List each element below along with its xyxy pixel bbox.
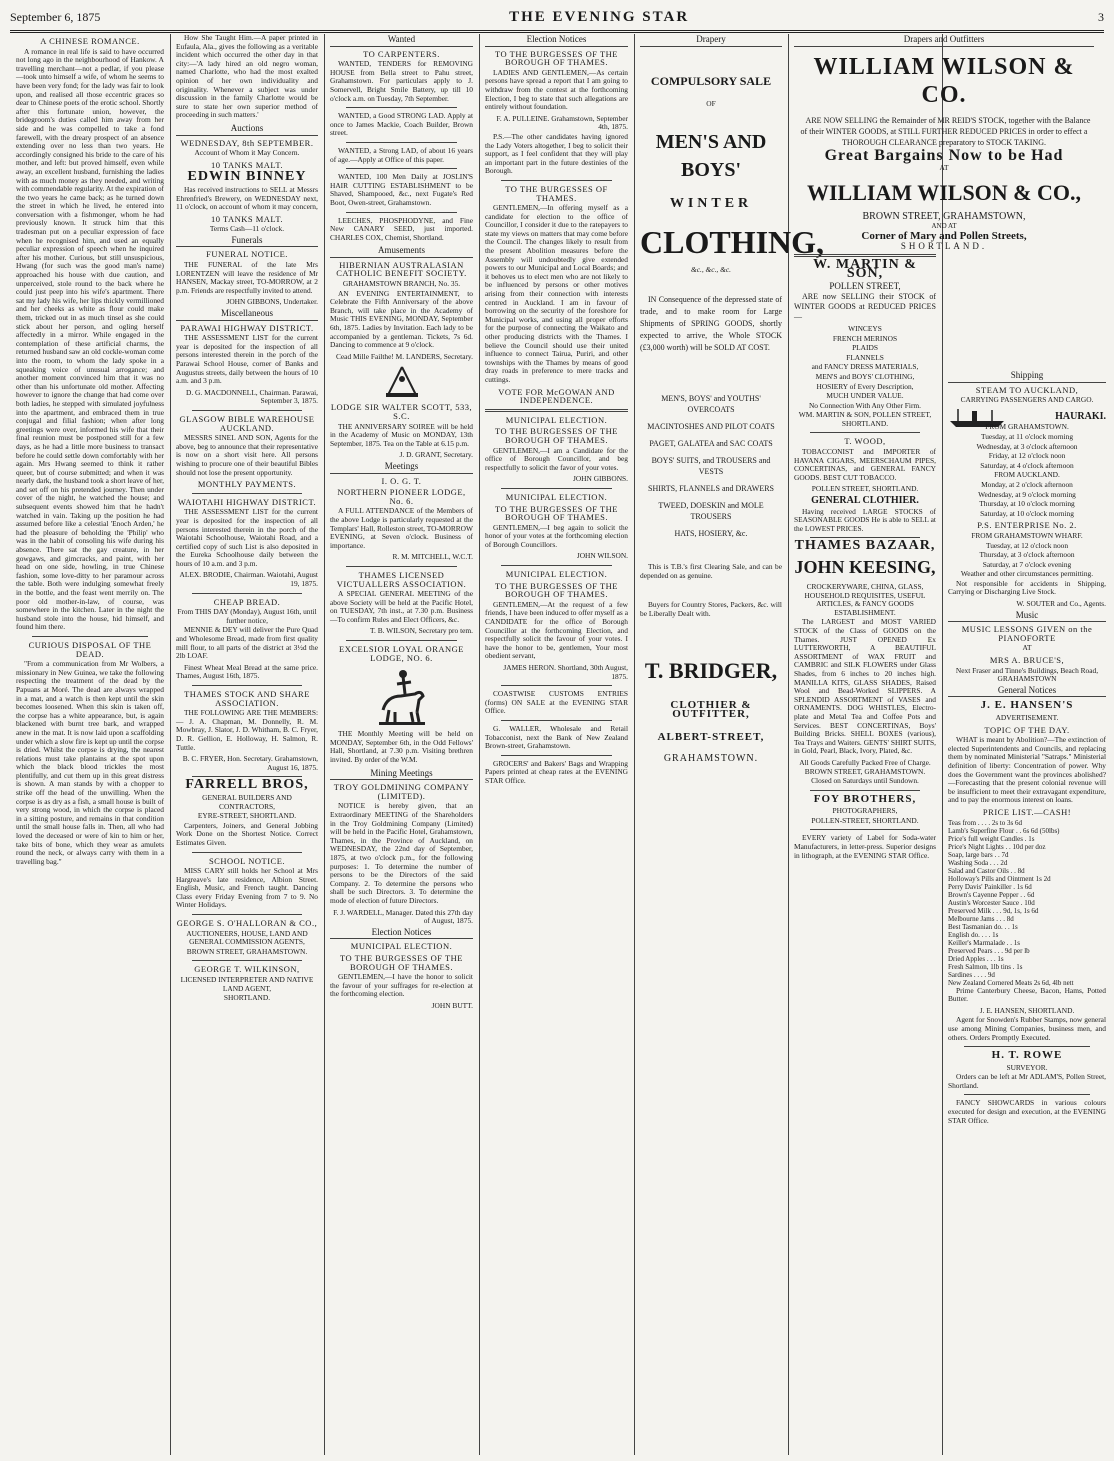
ad-text: LADIES AND GENTLEMEN,—As certain persons have spread a report that I am going to withdraw from the contest at the forthcoming Election, I beg to state that such allegations are entirely without foundation. xyxy=(485,67,628,112)
stock-item: SHIRTS, FLANNELS and DRAWERS xyxy=(648,483,774,493)
ad-text: SHORTLAND. xyxy=(900,240,988,251)
article-body: A romance in real life is said to have occurred not long ago in the neighbourhood of Hankow. A travelling merchant—not a pedlar, if you please—took unto himself a wife, of whom he seems to have been very fond; for the lady was fair to look upon, and realised all those eccentric graces so dear to Chinese poets of the erotic school. Shortly after this fortunate union, however, the bridegroom's duties called him away from her side and he was compelled to take a fond farewell, with the dreary prospect of an absence extending over no less than two years. He accordingly consigned his bride to the care of his mother, and left: but proved himself, even while away, an excellent husband, furnishing the ladies with as much money as they needed, and writing with commendable regularity. At the expiration of the two years he came back; as he turned down the street in which he lived, he entered into conversation with a fishmonger, whom he had previously known. It struck him that this tradesman put on a peculiar expression of face when he recognised him, and used an equally peculiar expression of speech when he inquired after his mother. Curious, but still unsuspicious, Hwang (for such was the good man's name) approached his house with due caution, and unperceived, stole round to the back where he could just peep into his wife's apartment. There sat my lady his wife, her lips thickly vermillioned and her cheeks as white as flour could make them, tricked out in as much tinsel as she could stick about her person, and ogling herself affectedly in a mirror. While engaged in the contemplation of these artificial charms, the returned husband saw an old cockle-woman come into the room, to whom the lady spoke in a squeaking voice of unusual arrogance; and another moment convinced him that it was no other than his unfortunate old mother. Affecting however to ignore the change that had come over both ladies, he stepped with simulated joyfulness into the apartment, and embraced them in true conjugal and filial fashion; when after long greetings were over, informed his wife that their final reunion must be postponed still for a few days, as he had a little more business to transact before he could settle down comfortably with her again. Mrs Hwang seemed to think it rather queer, but of course submitted; and when it was nearly dark, the husband took a short leave of her, and set off on his pretended journey. Then under cover of the night, he watched the house; and subsequent events showed him that he hadn't watched in vain. Taking up the position he had assumed before like a celestial 'Enoch Arden,' he had the pleasure of beholding the 'Philip' who was in the habit of consoling his wife during his absence. There sat the gay creature, in her gowgaws, and gimcracks, and paint, with her head on one side, howling, in true Chinese fashion, some love-ditty to her paramour across the table. Both were indulging somewhat freely in the bottle, and the feast went merrily on. The poor old mother-in-law, of course, was somewhere in the kitchen. Later in the night the husband stole into the house, hid himself, and found him there. xyxy=(16,46,164,632)
ad-text: Buyers for Country Stores, Packers, &c. will be Liberally Dealt with. xyxy=(640,600,782,618)
ad-text: BROWN STREET, GRAHAMSTOWN. xyxy=(186,946,308,956)
schedule-line: Saturday, at 4 o'clock afternoon xyxy=(980,460,1074,470)
price-row: Brown's Cayenne Pepper . . 6d xyxy=(948,890,1035,899)
ad-heading: GLASGOW BIBLE WAREHOUSE AUCKLAND. xyxy=(179,413,315,433)
ad-signature: F. J. WARDELL, Manager. Dated this 27th day of August, 1875. xyxy=(333,907,473,926)
stock-item: TWEED, DOESKIN and MOLE TROUSERS xyxy=(658,500,764,521)
price-row: Keiller's Marmalade . . 1s xyxy=(948,938,1021,947)
stock-item: PAGET, GALATEA and SAC COATS xyxy=(649,438,773,448)
ad-text: Carpenters, Joiners, and General Jobbing Work Done on the Shortest Notice. Correct Estimates Given. xyxy=(176,820,318,847)
section-header: General Notices xyxy=(948,685,1106,698)
ad-text: P.S.—The other candidates having ignored the Lady Voters altogether, I beg to solicit their support, as I feel confident that they will play an important part in the future destinies of the Borough. xyxy=(485,131,628,176)
section-header: Meetings xyxy=(330,461,473,474)
ad-signature: J. E. HANSEN, SHORTLAND. xyxy=(979,1005,1075,1015)
ad-text: Finest Wheat Meal Bread at the same price. Thames, August 16th, 1875. xyxy=(176,662,318,681)
ad-heading: TO THE BURGESSES OF THAMES. xyxy=(505,183,608,203)
ad-text: ARE now SELLING their STOCK of WINTER GOODS at REDUCED PRICES— xyxy=(794,291,936,321)
advertiser-name: MRS A. BRUCE'S, xyxy=(989,655,1065,666)
ad-text: Next Fraser and Tinne's Buildings, Beach Road, GRAHAMSTOWN xyxy=(955,665,1099,684)
ad-text: THE FOLLOWING ARE THE MEMBERS:— J. A. Chapman, M. Donnelly, R. M. Mowbray, J. Slator, J. D. Whitham, B. C. Fryer, D. R. Gellion, E. Holloway, H. Salmon, R. Tuttle. xyxy=(176,708,318,752)
price-row: Melbourne Jams . . . 8d xyxy=(948,914,1014,923)
ad-heading: 10 TANKS MALT. xyxy=(210,213,284,224)
ad-heading: MUNICIPAL ELECTION. xyxy=(505,414,608,425)
stock-item: MEN'S, BOYS' and YOUTHS' OVERCOATS xyxy=(661,393,761,414)
ad-text: TOBACCONIST and IMPORTER of HAVANA CIGARS, MEERSCHAUM PIPES, CONCERTINAS, and GENERAL FANCY GOODS. BEST CUT TOBACCO. xyxy=(794,447,936,482)
ad-signature: T. B. WILSON, Secretary pro tem. xyxy=(370,626,473,636)
stock-item: and FANCY DRESS MATERIALS, xyxy=(811,362,919,372)
ad-text: SHORTLAND. xyxy=(223,993,271,1003)
schedule-line: Monday, at 2 o'clock afternoon xyxy=(981,479,1073,489)
divider xyxy=(192,593,302,594)
ad-text: GROCERS' and Bakers' Bags and Wrapping Papers printed at cheap rates at the EVENING STAR Office. xyxy=(485,758,628,785)
advertiser-name: T. BRIDGER, xyxy=(644,658,778,684)
price-row: Lamb's Superfine Flour . . 6s 6d (50lbs) xyxy=(948,826,1060,835)
schedule-line: Tuesday, at 11 o'clock morning xyxy=(980,431,1074,441)
divider xyxy=(485,409,628,412)
schedule-line: Friday, at 12 o'clock noon xyxy=(988,451,1066,461)
ad-text: EYRE-STREET, SHORTLAND. xyxy=(197,811,297,821)
ad-text: GENTLEMEN,—I beg again to solicit the honor of your votes at the forthcoming election of Borough Councillors. xyxy=(485,522,628,549)
ad-text: MENNIE & DEY will deliver the Pure Quad and Wholesome Bread, made from first quality mill flour, to all parts of the district at 3½d the 2lb LOAF. xyxy=(176,625,318,661)
ad-text: BROWN STREET, GRAHAMSTOWN. Closed on Saturdays until Sundown. xyxy=(804,767,926,786)
ad-text: GENTLEMEN,—At the request of a few friends, I have been induced to offer myself as a CANDIDATE for the office of Borough Councillor at the forthcoming Election, and respectfully solicit the favour of your votes. I have the honor to be, gentlemen, Your most obedient servant, xyxy=(485,599,628,661)
article-body: How She Taught Him.—A paper printed in Eufaula, Ala., gives the following as a veritable incident which occurred the other day in that city:—'A lady hired an old negro woman, named Charlotte, who had the most exalted opinion of her own individuality and originality. Whenever a subject was under discussion in the family Charlotte would be sure to state her own superior method of proceeding in such matters.' xyxy=(176,33,318,120)
ad-text: AT xyxy=(939,163,949,173)
ad-signature: D. G. MACDONNELL, Chairman. Parawai, September 3, 1875. xyxy=(186,387,318,406)
ad-text: WANTED, TENDERS for REMOVING HOUSE from Bella street to Pahu street, Grahamstown. For particulars apply to J. Somervell, Bright Smile Battery, up till 10 o'clock a.m. on Tuesday, 7th September. xyxy=(330,59,473,103)
ad-text: GENTLEMEN,—I am a Candidate for the office of Borough Councillor, and beg respectfully to solicit the favor of your votes. xyxy=(485,445,628,472)
ad-text: THE FUNERAL of the late Mrs LORENTZEN will leave the residence of Mr HANSEN, Mackay street, TO-MORROW, at 2 p.m. Friends are respectfully invited to attend. xyxy=(176,260,318,295)
section-header: Auctions xyxy=(176,123,318,136)
section-header: Funerals xyxy=(176,235,318,248)
column-2 xyxy=(176,34,318,1455)
schedule-line: Saturday, at 10 o'clock morning xyxy=(980,508,1074,518)
price-row: Soap, large bars . . 7d xyxy=(948,850,1009,859)
price-row: Teas from . . . . 2s to 3s 6d xyxy=(948,818,1022,827)
ad-text: Corner of Mary and Pollen Streets, xyxy=(861,229,1027,242)
ad-heading: THAMES STOCK AND SHARE ASSOCIATION. xyxy=(184,689,310,708)
ad-heading: SCHOOL NOTICE. xyxy=(208,855,286,866)
ad-text: WANTED, a Good STRONG LAD. Apply at once to James Mackie, Coach Builder, Brown street. xyxy=(330,111,473,138)
ad-text: POLLEN-STREET, SHORTLAND. xyxy=(811,815,919,825)
ad-text: The LARGEST and MOST VARIED STOCK of the Class of GOODS on the Thames. JUST OPENED Ex LUTTERWORTH, A BEAUTIFUL ASSORTMENT of WAX FRUIT and CAMBRIC and SILK FLOWERS under Glass Shades, from 6 inches to 20 inches high. MANILLA KITS, GLASS SHADES, Raised Wool and Bead-Worked SLIPPERS. A SPLENDID ASSORTMENT of VASES and ORNAMENTS. DOG WHISTLES, Electro-plate and Metal Tea and Coffee Pots and Services. BEST CONCERTINAS, Boys' Building Bricks. SHELL BOXES (various), Tea Trays and Waiters. GENTS' SHIRT SUITS, in Gold, Pearl, Black, Ivory, Plated, &c. xyxy=(794,617,936,756)
ad-text: OF xyxy=(706,99,716,109)
ad-text: CROCKERYWARE, CHINA, GLASS, HOUSEHOLD REQUISITES, USEFUL ARTICLES, & FANCY GOODS ESTABLISHMENT. xyxy=(804,582,926,617)
ad-heading: HIBERNIAN AUSTRALASIAN CATHOLIC BENEFIT SOCIETY. xyxy=(336,259,467,279)
ad-signature: Cead Mille Failthe! M. LANDERS, Secretary. xyxy=(335,351,473,361)
price-row: Preserved Pears . . . 9d per lb xyxy=(948,946,1030,955)
price-row: Price's full weight Candles . 1s xyxy=(948,834,1035,843)
ad-signature: JOHN WILSON. xyxy=(576,551,628,561)
section-header: Amusements xyxy=(330,245,473,258)
page-number: 3 xyxy=(1097,9,1104,24)
ad-text: LEECHES, PHOSPHODYNE, and Fine New CANARY SEED, just imported. CHARLES COX, Chemist, Shortland. xyxy=(330,215,473,242)
ad-text: This is T.B.'s first Clearing Sale, and can be depended on as genuine. xyxy=(640,561,782,580)
ad-text: THE ASSESSMENT LIST for the current year is deposited for the inspection of all persons interested therein in the porch of the Parawai School House, corner of Banks and Augustus streets, daily between the hours of 10 a.m. and 3 p.m. xyxy=(176,333,318,386)
ad-text: CARRYING PASSENGERS AND CARGO. xyxy=(960,395,1094,405)
ad-text: From THIS DAY (Monday), August 16th, until further notice, xyxy=(177,607,317,625)
column-rule xyxy=(479,34,480,1455)
ad-text: ADVERTISEMENT. xyxy=(995,713,1059,722)
ad-text: IN Consequence of the depressed state of trade, and to make room for Large Shipments of SPRING GOODS, shortly expected to arrive, the Whole STOCK (£3,000 worth) will be SOLD AT COST. xyxy=(640,294,782,352)
ad-heading: PRICE LIST.—CASH! xyxy=(982,806,1072,817)
ad-heading: THAMES LICENSED VICTUALLERS ASSOCIATION. xyxy=(336,569,467,589)
horseman-woodcut-icon xyxy=(375,666,429,726)
ad-heading: 10 TANKS MALT. xyxy=(210,159,284,170)
ad-text: SURVEYOR. xyxy=(1006,1062,1048,1072)
schedule-line: Thursday, at 3 o'clock afternoon xyxy=(979,550,1075,560)
divider xyxy=(964,1046,1090,1047)
section-header: Drapery xyxy=(640,34,782,47)
ad-heading: MUNICIPAL ELECTION. xyxy=(505,491,608,502)
stock-item: BOYS' SUITS, and TROUSERS and VESTS xyxy=(651,455,771,476)
ad-text: POLLEN STREET, SHORTLAND. xyxy=(811,484,919,494)
ad-heading: STEAM TO AUCKLAND, xyxy=(975,384,1079,395)
stock-item: MUCH UNDER VALUE. xyxy=(826,391,904,401)
stock-item: MEN'S and BOYS' CLOTHING, xyxy=(815,371,915,381)
ad-heading: TO THE BURGESSES OF THE BOROUGH OF THAMES. xyxy=(495,503,618,523)
ad-display-line: GRAHAMSTOWN. xyxy=(663,753,759,765)
schedule-line: Wednesday, at 9 o'clock morning xyxy=(978,489,1076,499)
section-header: Miscellaneous xyxy=(176,308,318,321)
price-row: Price's Night Lights . . 10d per doz xyxy=(948,842,1046,851)
column-rule xyxy=(324,34,325,1455)
stock-item: HOSIERY of Every Description, xyxy=(816,381,914,391)
ad-heading: TO THE BURGESSES OF THE BOROUGH OF THAMES. xyxy=(495,580,618,600)
price-row: Austin's Worcester Sauce . 10d xyxy=(948,898,1035,907)
ad-heading: MUNICIPAL ELECTION. xyxy=(505,569,608,580)
ad-text: COASTWISE CUSTOMS ENTRIES (forms) ON SALE at the EVENING STAR Office. xyxy=(485,689,628,716)
ad-signature: B. C. FRYER, Hon. Secretary. Grahamstown, August 16, 1875. xyxy=(182,754,318,772)
divider xyxy=(346,168,457,169)
stock-item: PLAIDS xyxy=(852,343,878,353)
ad-text: WANTED, a Strong LAD, of about 16 years of age.—Apply at Office of this paper. xyxy=(330,145,473,164)
ad-text: AND AT xyxy=(931,222,957,231)
ad-display-line: Great Bargains Now to be Had xyxy=(824,146,1064,164)
ad-text: All Goods Carefully Packed Free of Charge. xyxy=(799,757,931,767)
ad-text: FROM GRAHAMSTOWN WHARF. xyxy=(971,530,1083,540)
divider xyxy=(810,432,920,433)
price-row: Perry Davis' Painkiller . 1s 6d xyxy=(948,882,1032,891)
ad-heading: EXCELSIOR LOYAL ORANGE LODGE, NO. 6. xyxy=(339,644,464,663)
section-header: Election Notices xyxy=(485,34,628,47)
column-5 xyxy=(640,34,825,1455)
advertiser-name: W. MARTIN & SON, xyxy=(813,257,917,281)
section-header: Music xyxy=(948,610,1106,623)
ad-text: No Connection With Any Other Firm. xyxy=(808,400,922,410)
ad-heading: PARAWAI HIGHWAY DISTRICT. xyxy=(180,322,314,333)
price-row: Washing Soda . . . 2d xyxy=(948,858,1008,867)
ad-heading: MUSIC LESSONS GIVEN on the PIANOFORTE xyxy=(961,624,1093,643)
ad-text: A FULL ATTENDANCE of the Members of the above Lodge is particularly requested at the Templars' Hall, Rolleston street, TO-MORROW EVENING, at Seven o'clock. Business of importance. xyxy=(330,506,473,550)
advertiser-name: EDWIN BINNEY xyxy=(187,169,307,185)
ad-text: LICENSED INTERPRETER AND NATIVE LAND AGENT, xyxy=(180,975,314,993)
ad-text: Orders can be left at Mr ADLAM'S, Pollen Street, Shortland. xyxy=(948,1072,1106,1090)
divider xyxy=(192,410,302,411)
ad-signature: R. M. MITCHELL, W.C.T. xyxy=(392,552,473,562)
price-row: Sardines . . . . 9d xyxy=(948,970,995,979)
divider xyxy=(346,212,457,213)
article-title: A CHINESE ROMANCE. xyxy=(40,36,140,46)
divider xyxy=(501,755,612,756)
ad-display-line: ALBERT-STREET, xyxy=(657,730,765,743)
divider xyxy=(192,493,302,494)
ad-text: Having received LARGE STOCKS of SEASONABLE GOODS He is able to SELL at the LOWEST PRICES. xyxy=(794,506,936,533)
stock-item: FRENCH MERINOS xyxy=(832,333,898,343)
divider xyxy=(192,960,302,961)
schedule-line: Wednesday, at 3 o'clock afternoon xyxy=(976,441,1078,451)
ad-text: GENTLEMEN,—I have the honor to solicit the favour of your suffrages for re-election at the forthcoming election. xyxy=(330,972,473,999)
ad-heading: P.S. ENTERPRISE No. 2. xyxy=(977,520,1077,531)
price-row: Dried Apples . . . 1s xyxy=(948,954,1004,963)
ad-text: THE ANNIVERSARY SOIREE will be held in the Academy of Music on MONDAY, 13th September, 1875. Tea on the Table at 6.15 p.m. xyxy=(330,421,473,448)
column-3 xyxy=(330,34,473,1455)
ship-name: HAURAKI. xyxy=(1055,410,1106,422)
schedule-line: Saturday, at 7 o'clock evening xyxy=(982,559,1072,569)
ad-heading: VOTE FOR McGOWAN AND INDEPENDENCE. xyxy=(498,386,615,406)
ad-text: Terms Cash—11 o'clock. xyxy=(209,224,285,234)
article-title: CURIOUS DISPOSAL OF THE DEAD. xyxy=(28,639,152,659)
ad-text: AUCTIONEERS, HOUSE, LAND AND GENERAL COMMISSION AGENTS, xyxy=(186,928,308,947)
ad-heading: TROY GOLDMINING COMPANY (LIMITED). xyxy=(333,782,470,801)
ad-signature: JOHN BUTT. xyxy=(431,1000,473,1010)
stock-item: WINCEYS xyxy=(848,323,882,333)
price-row: Preserved Milk . . . 9d, 1s, 1s 6d xyxy=(948,906,1039,915)
advertiser-name: JOHN KEESING, xyxy=(794,557,936,577)
divider xyxy=(346,142,457,143)
divider xyxy=(501,180,612,181)
divider xyxy=(501,685,612,686)
advertiser-name: WILLIAM WILSON & CO., xyxy=(806,179,1082,205)
masonic-emblem-icon xyxy=(382,365,422,399)
ad-heading: TO THE BURGESSES OF THE BOROUGH OF THAMES. xyxy=(495,426,618,445)
price-row: New Zealand Cornered Meats 2s 6d, 4lb nett xyxy=(948,978,1074,987)
ad-text: PHOTOGRAPHERS, xyxy=(832,806,898,816)
advertiser-name: H. T. ROWE xyxy=(991,1049,1063,1062)
section-header: Wanted xyxy=(330,34,473,47)
divider xyxy=(501,488,612,489)
ad-signature: WM. MARTIN & SON, POLLEN STREET, SHORTLAND. xyxy=(798,410,932,428)
article-body: "From a communication from Mr Wolbers, a missionary in New Guinea, we take the following respecting the treatment of the dead by the Papuans at Moré. The dead are always wrapped in a mat, and a watch is then kept until the skin becomes loosened. When this skin is taken off, the corpse has a white appearance, but, is again blackened with burnt tree bark, and wrapped anew in the mat. It is now laid upon a scaffolding under which a slow fire is kept up until the corpse is dried. Whilst the corpse is drying, the nearest relations must take plantains at the spot upon which the black blood trickles the most plentifully, and cut them up in this great distress is shown. A man stands by with a chopper to strike off the head of the unwilling. When the corpse is as dry as a fish, a small house is built of very strong wood, in which the corpse is placed in a sitting posture, and remains in that condition until the small house falls in. Then, all who had loved the deceased or were of kin to him or her, take bits of bone, which they wear as amulets round the neck, or always carry with them in a travelling bag." xyxy=(16,659,164,866)
ad-text: WANTED, 100 Men Daily at JOSLIN'S HAIR CUTTING ESTABLISHMENT to be Shaved, Shampooed, &c., next Fugate's Red Boot, Owen-street, Grahamstown. xyxy=(330,172,473,207)
ad-text: FANCY SHOWCARDS in various colours executed for design and execution, at the EVENING STAR Office. xyxy=(948,1098,1106,1125)
advertiser-name: FARRELL BROS, xyxy=(185,777,309,793)
ad-heading: GEORGE T. WILKINSON, xyxy=(194,964,300,975)
advertiser-name: THAMES BAZAAR, xyxy=(794,538,936,554)
divider xyxy=(810,790,920,791)
ad-text: NOTICE is hereby given, that an Extraordinary MEETING of the Shareholders in the Troy Goldmining Company (Limited) will be held in the Pacific Hotel, Grahamstown, Thames, in the Province of Auckland, on WEDNESDAY, the 22nd day of September, 1875, at two o'clock p.m., for the following purposes: 1. To determine the number of persons to be the Directors of the said Company. 2. To determine the persons who shall be such Directors. 3. To determine the mode of election of future Directors. xyxy=(330,801,473,905)
ad-signature: JOHN GIBBONS. xyxy=(572,474,628,484)
ad-text: FROM AUCKLAND. xyxy=(994,470,1060,480)
ad-signature: F. A. PULLEINE. Grahamstown, September 4th, 1875. xyxy=(496,113,628,132)
ad-text: &c., &c., &c. xyxy=(690,265,732,275)
divider xyxy=(810,829,920,830)
section-header: Shipping xyxy=(948,370,1106,383)
section-header: Drapers and Outfitters xyxy=(794,34,1094,47)
ad-text: AT xyxy=(1022,643,1032,653)
ad-text: AN EVENING ENTERTAINMENT, to Celebrate the Fifth Anniversary of the above Branch, will take place in the Academy of Music THIS EVENING, MONDAY, September 6th, 1875. Ladies by Invitation. Each lady to be accompanied by a gentleman. Tickets, 7s 6d. Dancing to commence at 9 o'clock. xyxy=(330,288,473,350)
ad-text: GENERAL BUILDERS AND CONTRACTORS, xyxy=(202,792,292,811)
column-4 xyxy=(485,34,628,1455)
stock-item: HATS, HOSIERY, &c. xyxy=(674,528,748,538)
column-rule xyxy=(634,34,635,1455)
ad-heading: LODGE SIR WALTER SCOTT, 533, S.C. xyxy=(330,402,473,421)
ad-heading: I. O. G. T. xyxy=(381,475,422,486)
ad-display-line: MEN'S AND BOYS' xyxy=(655,130,767,181)
ad-text: BROWN STREET, GRAHAMSTOWN, xyxy=(862,210,1026,222)
schedule-line: Tuesday, at 12 o'clock noon xyxy=(985,540,1069,550)
stock-item: MACINTOSHES AND PILOT COATS xyxy=(647,421,775,431)
ad-heading: COMPULSORY SALE xyxy=(650,73,772,88)
masthead xyxy=(10,4,1104,33)
ad-text: A SPECIAL GENERAL MEETING of the above Society will be held at the Pacific Hotel, on TUESDAY, 7th inst., at 7.30 p.m. Business—To confirm Rules and Elect Officers, &c. xyxy=(330,589,473,624)
ad-text: GRAHAMSTOWN BRANCH, No. 35. xyxy=(342,279,461,289)
ad-heading: CHEAP BREAD. xyxy=(213,596,281,607)
column-rule xyxy=(170,34,171,1455)
ad-text: ARE NOW SELLING the Remainder of MR REID'S STOCK, together with the Balance of their WINTER GOODS, at STILL FURTHER REDUCED PRICES in order to effect a THOROUGH CLEARANCE preparatory to STOCK TAKING. xyxy=(800,115,1091,147)
ad-heading: GEORGE S. O'HALLORAN & CO., xyxy=(176,918,318,929)
price-row: Salad and Castor Oils . . 8d xyxy=(948,866,1025,875)
ad-text: POLLEN STREET, xyxy=(829,281,901,292)
ad-heading: MONTHLY PAYMENTS. xyxy=(197,479,297,490)
ad-signature: J. D. GRANT, Secretary. xyxy=(399,450,473,460)
price-row: English do. . . . 1s xyxy=(948,930,999,939)
ad-heading: FUNERAL NOTICE. xyxy=(206,249,288,260)
ad-text: Not responsible for accidents in Shipping, Carrying or Discharging Live Stock. xyxy=(948,578,1106,597)
column-7 xyxy=(948,370,1106,1455)
divider xyxy=(32,636,148,637)
divider xyxy=(501,720,612,721)
ad-heading: TOPIC OF THE DAY. xyxy=(984,724,1070,735)
stock-item: FLANNELS xyxy=(846,352,884,362)
ad-heading: TO THE BURGESSES OF THE BOROUGH OF THAMES. xyxy=(495,48,618,68)
ad-text: WHAT is meant by Abolition?—The extinction of elected Superintendents and Councils, and replacing them by nominated Ministerial "Satraps." Ministerial definition of liberty: Concentration of power. Why does the Government want the provinces abolished?—Forecasting that the present colonial revenue will be insufficient to meet their extravagant expenditure, and to pay the enormous interest on loans. xyxy=(948,735,1106,805)
ad-text: Weather and other circumstances permitting. xyxy=(960,569,1094,579)
ad-heading: MUNICIPAL ELECTION. xyxy=(350,941,453,952)
advertiser-name: FOY BROTHERS, xyxy=(813,792,917,805)
ad-text: Prime Canterbury Cheese, Bacon, Hams, Potted Butter. xyxy=(948,985,1106,1004)
ad-signature: ALEX. BRODIE, Chairman. Waiotahi, August 19, 1875. xyxy=(179,570,318,589)
price-list xyxy=(948,819,1106,987)
divider xyxy=(192,914,302,915)
price-row: Holloway's Pills and Ointment 1s 2d xyxy=(948,874,1051,883)
divider xyxy=(192,685,302,686)
price-row: Best Tasmanian do. . . 1s xyxy=(948,922,1018,931)
divider xyxy=(192,852,302,853)
ad-signature: JOHN GIBBONS, Undertaker. xyxy=(226,297,318,307)
divider xyxy=(346,640,457,641)
schedule-line: Thursday, at 10 o'clock morning xyxy=(979,499,1075,509)
ad-display-line: CLOTHING, xyxy=(640,224,825,261)
ad-signature: JAMES HERON. Shortland, 30th August, 1875. xyxy=(503,663,628,681)
ad-text: G. WALLER, Wholesale and Retail Tobacconist, next the Bank of New Zealand Brown-street, Grahamstown. xyxy=(485,723,628,751)
issue-date: September 6, 1875 xyxy=(10,9,101,24)
ad-text: GENTLEMEN,—In offering myself as a candidate for election to the office of Councillor, I consider it due to the ratepayers to state my views on matters that may come before the Council. The changes likely to result from the present Abolition measures before the Assembly will undoubtedly give extended powers to our Municipal and Local Boards; and it behoves us to elect men who are not likely to be influenced by persons or other motives arising from their connection with interests centred in Auckland. I am in favour of borrowing on the security of the foreshore for Municipal works, and using all proper efforts for the purpose of connecting the Waikato and other producing districts with the Thames. I believe the Council should use their united influence to connect Tairua, Puriri, and other townships with the Thames by means of good dray roads in preference to mere tracks and cuttings. xyxy=(485,203,628,384)
ad-text: Has received instructions to SELL at Messrs Ehrenfried's Brewery, on WEDNESDAY next, 11 o'clock, on account of whom it may concern, xyxy=(176,184,318,212)
column-1 xyxy=(16,34,164,1455)
divider xyxy=(964,1094,1090,1095)
advertiser-name: T. WOOD, xyxy=(844,436,886,447)
ad-text: EVERY variety of Label for Soda-water Manufacturers, in letter-press. Superior designs in lithograph, at the EVENING STAR Office. xyxy=(794,833,936,860)
ad-heading: WAIOTAHI HIGHWAY DISTRICT. xyxy=(177,496,317,507)
ad-text: THE ASSESSMENT LIST for the current year is deposited for the inspection of all persons interested therein in the porch of the Waiotahi Schoolhouse, Waiotahi Road, and a certified copy of such List is also deposited in the Eureka Schoolhouse daily between the hours of 10 a.m. and 3 p.m. xyxy=(176,507,318,568)
ad-text: MISS CARY still holds her School at Mrs Hargreave's late residence, Albion Street. English, Music, and French taught. Dancing Class every Friday Evening from 7 to 9. No Winter Holidays. xyxy=(176,866,318,910)
ad-heading: TO CARPENTERS. xyxy=(363,48,440,59)
ad-heading: TO THE BURGESSES OF THE BOROUGH OF THAMES. xyxy=(340,952,463,972)
ad-heading: WEDNESDAY, 8th SEPTEMBER. xyxy=(180,137,314,148)
price-row: Fresh Salmon, 1lb tins . 1s xyxy=(948,962,1023,971)
divider xyxy=(346,566,457,567)
ad-text: THE Monthly Meeting will be held on MONDAY, September 6th, in the Odd Fellows' Hall, Shortland, at 7.30 p.m. Visiting brethren invited. By order of the W.M. xyxy=(330,729,473,765)
paper-title: THE EVENING STAR xyxy=(509,8,690,25)
ad-display-line: GENERAL CLOTHIER. xyxy=(811,495,919,507)
divider xyxy=(346,107,457,108)
ad-text: MESSRS SINEL AND SON, Agents for the above, beg to announce that their representative is now on a short visit here. All persons wishing to procure one of their beautiful Bibles should not lose the present opportunity. xyxy=(176,433,318,477)
advertiser-name: J. E. HANSEN'S xyxy=(980,699,1074,712)
ad-signature: W. SOUTER and Co., Agents. xyxy=(1016,599,1106,609)
ad-text: Account of Whom it May Concern. xyxy=(194,148,300,158)
advertiser-name: WILLIAM WILSON & CO. xyxy=(813,53,1075,108)
divider xyxy=(501,565,612,566)
ad-text: FROM GRAHAMSTOWN. xyxy=(985,422,1069,432)
section-header: Mining Meetings xyxy=(330,768,473,781)
ad-display-line: WINTER xyxy=(669,195,753,211)
ad-display-line: CLOTHIER & OUTFITTER, xyxy=(670,699,752,720)
section-header: Election Notices xyxy=(330,927,473,940)
ad-heading: NORTHERN PIONEER LODGE, No. 6. xyxy=(337,487,466,506)
ad-text: Agent for Snowden's Rubber Stamps, now general use among Mining Companies, business men, and others. Orders Promptly Executed. xyxy=(948,1015,1106,1042)
